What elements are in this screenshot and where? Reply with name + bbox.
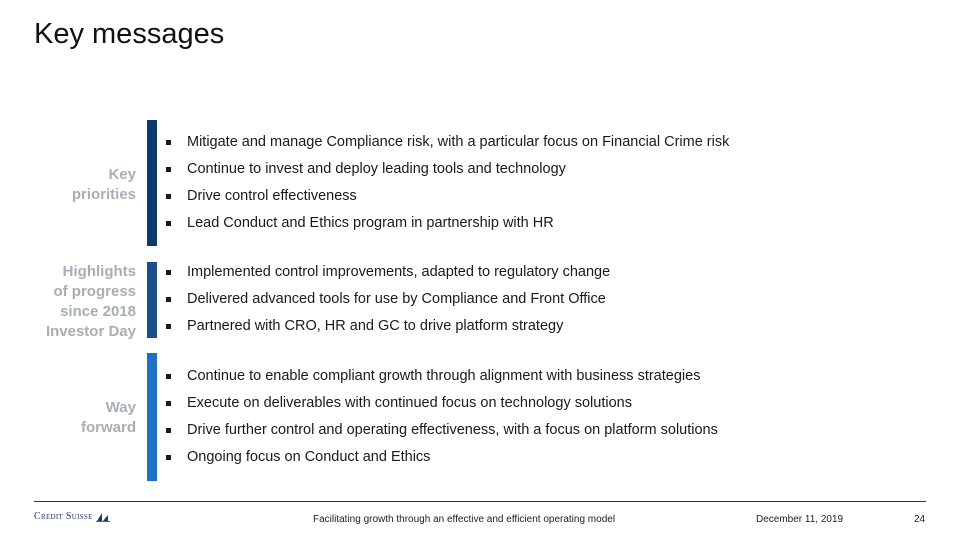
section-label-line: priorities	[71, 186, 136, 203]
section-label	[72, 165, 136, 205]
footer-tagline: Facilitating growth through an effective and efficient operating model	[313, 514, 616, 525]
bullet-square-icon	[166, 324, 171, 329]
bullet-square-icon	[166, 374, 171, 379]
section-label-line: Way	[105, 399, 136, 416]
list-item: Drive control effectiveness	[166, 183, 729, 210]
list-item: Lead Conduct and Ethics program in partnership with HR	[166, 210, 729, 237]
section-bar	[147, 262, 157, 338]
bullet-square-icon	[166, 194, 171, 199]
bullet-square-icon	[166, 428, 171, 433]
page-title: Key messages	[34, 18, 225, 50]
company-logo	[34, 511, 110, 522]
bullet-square-icon	[166, 401, 171, 406]
page-number: 24	[914, 514, 926, 525]
list-item: Ongoing focus on Conduct and Ethics	[166, 444, 718, 471]
bullet-square-icon	[166, 297, 171, 302]
sails-logo-icon	[96, 512, 110, 522]
bullet-square-icon	[166, 221, 171, 226]
bullet-list	[166, 363, 718, 471]
list-item: Partnered with CRO, HR and GC to drive platform strategy	[166, 313, 610, 340]
section-label	[81, 398, 136, 438]
bullet-list	[166, 129, 729, 237]
section-label-line: forward	[80, 419, 136, 436]
logo-text: Credit Suisse	[34, 511, 93, 522]
list-item: Mitigate and manage Compliance risk, with a particular focus on Financial Crime risk	[166, 129, 729, 156]
list-item: Delivered advanced tools for use by Compliance and Front Office	[166, 286, 610, 313]
footer-divider	[34, 501, 926, 502]
bullet-square-icon	[166, 167, 171, 172]
section-label-line: Investor Day	[45, 323, 136, 340]
list-item: Execute on deliverables with continued focus on technology solutions	[166, 390, 718, 417]
section-label-line: of progress	[53, 283, 136, 300]
section-bar	[147, 353, 157, 481]
bullet-list	[166, 259, 610, 340]
section-label-line: Highlights	[62, 263, 136, 280]
section-label-line: since 2018	[60, 303, 136, 320]
list-item: Drive further control and operating effectiveness, with a focus on platform solutions	[166, 417, 718, 444]
list-item: Implemented control improvements, adapted to regulatory change	[166, 259, 610, 286]
list-item: Continue to invest and deploy leading tools and technology	[166, 156, 729, 183]
bullet-square-icon	[166, 455, 171, 460]
footer-date: December 11, 2019	[756, 514, 844, 525]
list-item: Continue to enable compliant growth through alignment with business strategies	[166, 363, 718, 390]
bullet-square-icon	[166, 140, 171, 145]
section-bar	[147, 120, 157, 246]
section-label	[46, 262, 136, 342]
section-label-line: Key	[108, 166, 136, 183]
bullet-square-icon	[166, 270, 171, 275]
